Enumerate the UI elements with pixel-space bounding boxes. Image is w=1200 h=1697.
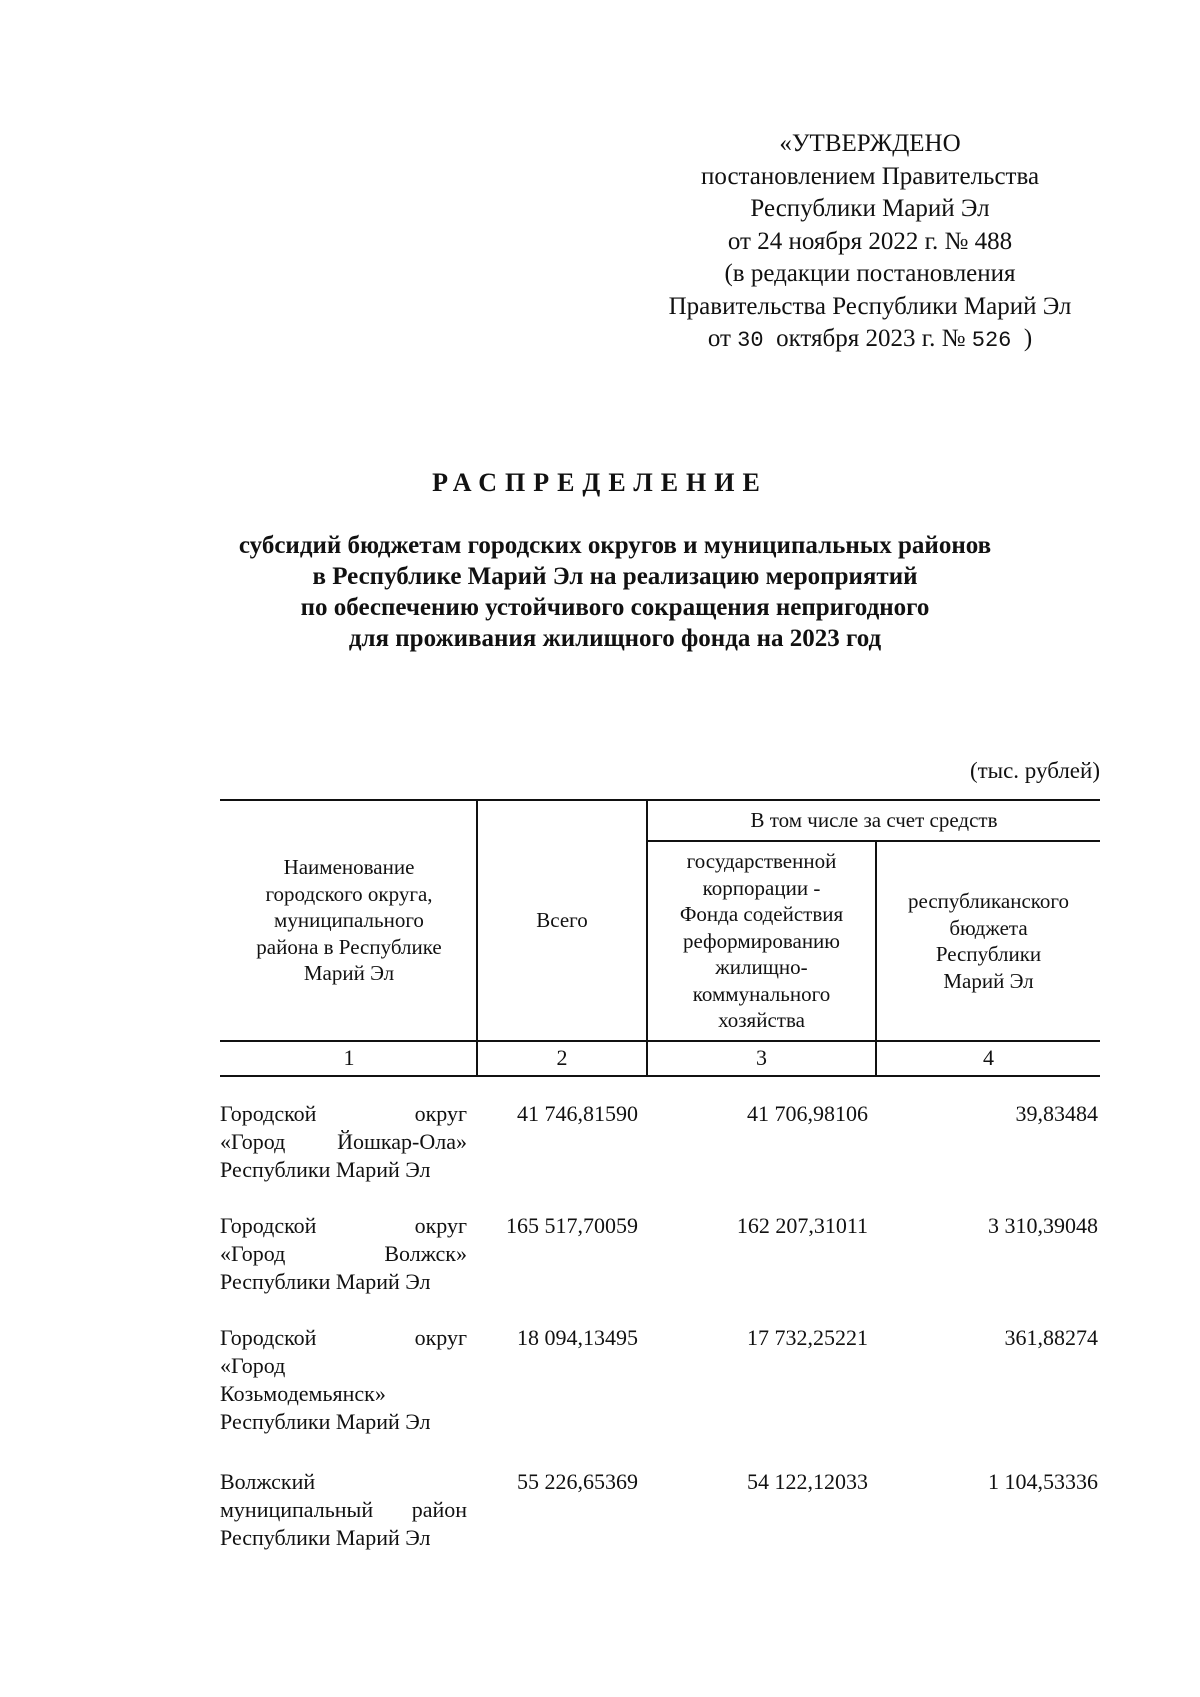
header-name-line: муниципального <box>274 908 424 933</box>
row-fund: 54 122,12033 <box>747 1469 868 1494</box>
approval-line-7 <box>630 323 1110 358</box>
approval-block <box>630 128 1110 358</box>
row-name-word: Республики Марий Эл <box>220 1157 431 1182</box>
row-name-word: район <box>411 1497 467 1522</box>
row-name-line <box>220 1212 467 1240</box>
approval-line-5: (в редакции постановления <box>724 260 1016 287</box>
row-name-line <box>220 1496 467 1524</box>
approval-doc-number: 526 <box>971 328 1012 353</box>
row-name-line <box>220 1408 467 1436</box>
subtitle-line-2: в Республике Марий Эл на реализацию мероприятий <box>312 563 918 590</box>
row-name-line <box>220 1128 467 1156</box>
approval-line-2: постановлением Правительства <box>700 162 1040 190</box>
approval-date-suffix: ) <box>1023 325 1033 352</box>
row-budget: 1 104,53336 <box>988 1469 1098 1494</box>
row-name-line <box>220 1352 467 1380</box>
header-name-line: городского округа, <box>265 881 433 906</box>
approval-date-day: 30 <box>737 328 764 353</box>
row-name <box>220 1468 467 1552</box>
row-name-word: «Город <box>220 1241 286 1266</box>
header-fund <box>648 842 875 1040</box>
header-fund-line: корпорации - <box>702 875 821 900</box>
approval-date-middle: октября 2023 г. № <box>776 325 966 352</box>
header-name-line: Марий Эл <box>303 961 395 986</box>
row-name-word: Городской <box>220 1213 317 1238</box>
row-budget: 3 310,39048 <box>988 1213 1098 1238</box>
row-name-word: округ <box>414 1325 467 1350</box>
document-heading: РАСПРЕДЕЛЕНИЕ <box>432 468 768 497</box>
subtitle-line-1: субсидий бюджетам городских округов и муниципальных районов <box>238 532 992 559</box>
header-fund-line: жилищно- <box>715 955 808 980</box>
row-fund: 162 207,31011 <box>736 1213 868 1238</box>
column-number-2: 2 <box>556 1045 568 1071</box>
row-name-word: Йошкар-Ола» <box>337 1129 467 1154</box>
subtitle-line-3: по обеспечению устойчивого сокращения непригодного <box>300 594 930 621</box>
row-name-line <box>220 1240 467 1268</box>
header-total: Всего <box>536 908 588 933</box>
column-numbers-border <box>220 1075 1100 1077</box>
row-name-line <box>220 1380 467 1408</box>
row-name-word: «Город <box>220 1353 286 1378</box>
header-fund-line: государственной <box>686 849 837 874</box>
document-subtitle <box>150 530 1080 654</box>
header-fund-line: коммунального <box>692 981 831 1006</box>
approval-line-3: Республики Марий Эл <box>750 195 990 222</box>
units-label: (тыс. рублей) <box>969 758 1100 783</box>
row-name <box>220 1212 467 1296</box>
row-name <box>220 1324 467 1436</box>
column-number-4: 4 <box>983 1045 994 1071</box>
column-number-1: 1 <box>343 1045 355 1071</box>
column-number-3: 3 <box>756 1045 767 1071</box>
header-budget-line: бюджета <box>949 915 1028 940</box>
subtitle-line-4: для проживания жилищного фонда на 2023 год <box>348 625 882 652</box>
approval-title: «УТВЕРЖДЕНО <box>779 130 961 157</box>
header-budget-line: Марий Эл <box>943 968 1034 993</box>
row-name-line <box>220 1468 467 1496</box>
header-name-line: района в Республике <box>256 934 442 959</box>
row-name-line <box>220 1156 467 1184</box>
row-name-word: Козьмодемьянск» <box>220 1381 386 1406</box>
header-fund-line: хозяйства <box>718 1008 805 1033</box>
row-name-word: муниципальный <box>220 1497 374 1522</box>
row-fund: 17 732,25221 <box>747 1325 868 1350</box>
row-name-word: Республики Марий Эл <box>220 1409 431 1434</box>
row-total: 18 094,13495 <box>517 1325 638 1350</box>
row-name-word: Республики Марий Эл <box>220 1269 431 1294</box>
row-name-word: Республики Марий Эл <box>220 1525 431 1550</box>
approval-date-prefix: от <box>707 325 731 352</box>
header-group: В том числе за счет средств <box>750 808 998 833</box>
row-budget: 39,83484 <box>1015 1101 1098 1126</box>
row-name-line <box>220 1324 467 1352</box>
header-name-line: Наименование <box>283 855 415 880</box>
row-fund: 41 706,98106 <box>747 1101 868 1126</box>
row-total: 41 746,81590 <box>517 1101 638 1126</box>
row-name-line <box>220 1100 467 1128</box>
row-name <box>220 1100 467 1184</box>
approval-line-6: Правительства Республики Марий Эл <box>668 292 1072 320</box>
approval-line-4: от 24 ноября 2022 г. № 488 <box>727 227 1013 255</box>
row-name-word: округ <box>414 1213 467 1238</box>
row-name-word: Волжский <box>220 1469 316 1494</box>
row-budget: 361,88274 <box>1004 1325 1098 1350</box>
row-name-word: Городской <box>220 1325 317 1350</box>
header-budget <box>877 842 1100 1040</box>
header-name <box>222 801 476 1040</box>
header-fund-line: реформированию <box>682 928 840 953</box>
row-name-word: «Город <box>220 1129 286 1154</box>
row-name-line <box>220 1268 467 1296</box>
row-total: 55 226,65369 <box>517 1469 638 1494</box>
row-name-word: Волжск» <box>384 1241 467 1266</box>
row-name-word: Городской <box>220 1101 317 1126</box>
header-budget-line: Республики <box>935 942 1042 966</box>
row-total: 165 517,70059 <box>506 1213 638 1238</box>
row-name-line <box>220 1524 467 1552</box>
header-budget-line: республиканского <box>908 889 1069 913</box>
header-fund-line: Фонда содействия <box>679 902 844 927</box>
row-name-word: округ <box>414 1101 467 1126</box>
